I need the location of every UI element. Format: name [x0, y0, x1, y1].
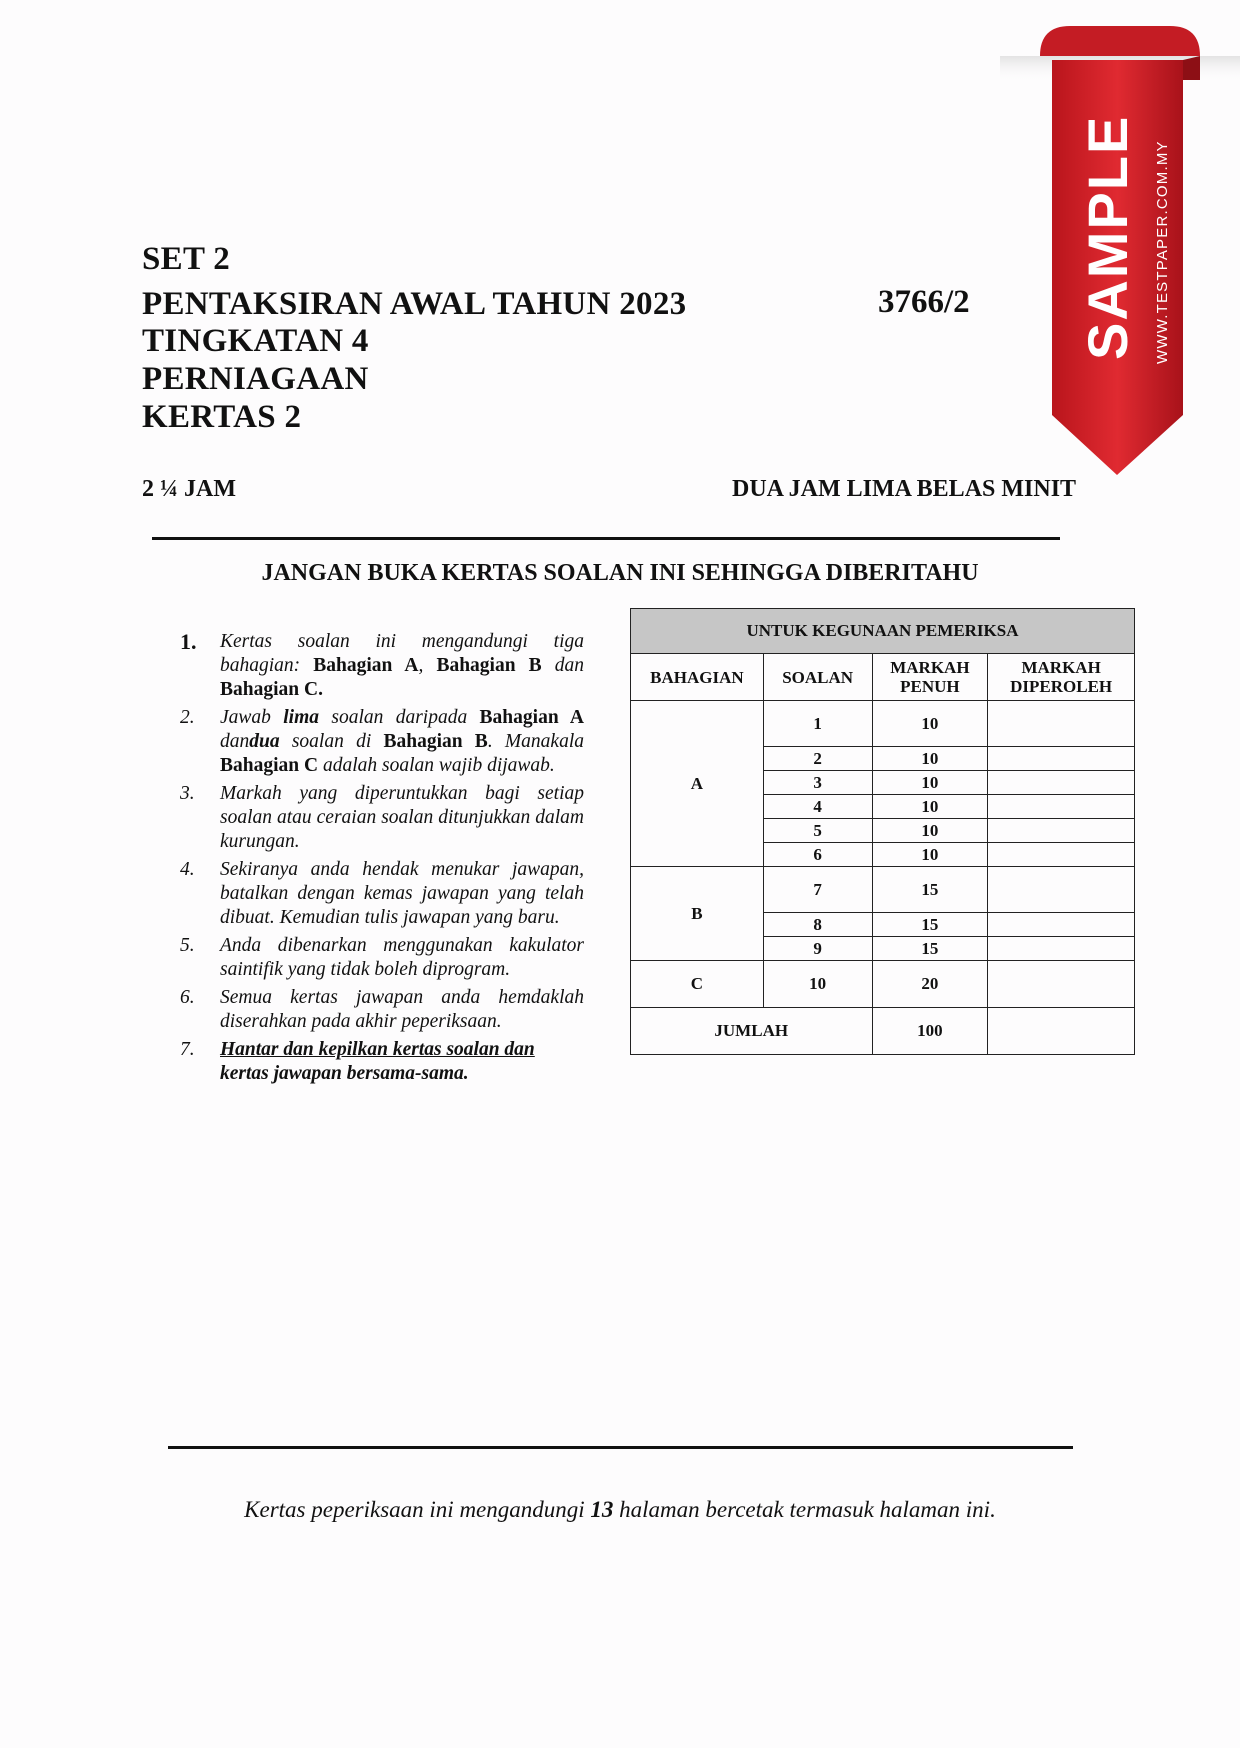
total-label: JUMLAH — [631, 1008, 873, 1055]
examiner-table-title: UNTUK KEGUNAAN PEMERIKSA — [631, 609, 1135, 654]
full-marks: 10 — [872, 843, 988, 867]
instruction-item: 5. Anda dibenarkan menggunakan kakulator saintifik yang tidak boleh diprogram. — [180, 935, 584, 980]
paper-code: 3766/2 — [878, 284, 970, 320]
header-divider — [152, 537, 1060, 540]
question-number: 9 — [763, 937, 872, 961]
duration-short: 2 ¼ JAM — [142, 476, 236, 502]
examiner-table — [630, 608, 1135, 1055]
full-marks: 10 — [872, 747, 988, 771]
exam-title: PENTAKSIRAN AWAL TAHUN 2023 — [142, 286, 687, 322]
obtained-marks-cell[interactable] — [988, 937, 1135, 961]
section-label-b: B — [631, 867, 764, 961]
question-number: 10 — [763, 961, 872, 1008]
col-header-section: BAHAGIAN — [631, 654, 764, 701]
question-number: 6 — [763, 843, 872, 867]
full-marks: 10 — [872, 771, 988, 795]
warning-text: JANGAN BUKA KERTAS SOALAN INI SEHINGGA DIBERITAHU — [261, 560, 979, 586]
question-number: 7 — [763, 867, 872, 913]
paper-label: KERTAS 2 — [142, 399, 302, 435]
question-number: 4 — [763, 795, 872, 819]
duration-long: DUA JAM LIMA BELAS MINIT — [732, 476, 1077, 502]
question-number: 3 — [763, 771, 872, 795]
instruction-item: 4. Sekiranya anda hendak menukar jawapan, batalkan dengan kemas jawapan yang telah dibuat. Kemudian tulis jawapan yang baru. — [180, 859, 584, 928]
instruction-item: 6. Semua kertas jawapan anda hemdaklah diserahkan pada akhir peperiksaan. — [180, 987, 584, 1032]
obtained-marks-cell[interactable] — [988, 913, 1135, 937]
full-marks: 10 — [872, 701, 988, 747]
section-label-c: C — [631, 961, 764, 1008]
question-number: 5 — [763, 819, 872, 843]
instruction-item: 1. Kertas soalan ini mengandungi tiga bahagian: Bahagian A, Bahagian B dan Bahagian C. — [180, 629, 585, 700]
full-marks: 10 — [872, 819, 988, 843]
instruction-item: 3. Markah yang diperuntukkan bagi setiap soalan atau ceraian soalan ditunjukkan dalam kurungan. — [180, 783, 584, 852]
full-marks: 10 — [872, 795, 988, 819]
form-label: TINGKATAN 4 — [142, 323, 369, 359]
question-number: 1 — [763, 701, 872, 747]
obtained-marks-cell[interactable] — [988, 771, 1135, 795]
obtained-marks-cell[interactable] — [988, 843, 1135, 867]
obtained-marks-cell[interactable] — [988, 819, 1135, 843]
obtained-marks-cell[interactable] — [988, 795, 1135, 819]
total-full-marks: 100 — [872, 1008, 988, 1055]
footer-note: Kertas peperiksaan ini mengandungi 13 halaman bercetak termasuk halaman ini. — [244, 1497, 996, 1522]
full-marks: 15 — [872, 937, 988, 961]
question-number: 2 — [763, 747, 872, 771]
obtained-marks-cell[interactable] — [988, 701, 1135, 747]
total-obtained-cell[interactable] — [988, 1008, 1135, 1055]
instructions-list — [180, 630, 584, 1090]
full-marks: 20 — [872, 961, 988, 1008]
instruction-item: 2. Jawab lima soalan daripada Bahagian A dandua soalan di Bahagian B. Manakala Bahagian C adalah soalan wajib dijawab. — [180, 707, 585, 776]
instruction-item: 7. Hantar dan kepilkan kertas soalan dan kertas jawapan bersama-sama. — [180, 1039, 535, 1084]
sample-label: SAMPLE — [1076, 114, 1139, 360]
question-number: 8 — [763, 913, 872, 937]
subject-label: PERNIAGAAN — [142, 361, 369, 397]
set-label: SET 2 — [142, 241, 231, 277]
col-header-question: SOALAN — [763, 654, 872, 701]
full-marks: 15 — [872, 913, 988, 937]
ribbon-url: WWW.TESTPAPER.COM.MY — [1154, 140, 1171, 364]
col-header-obtained-marks: MARKAH DIPEROLEH — [988, 654, 1135, 701]
obtained-marks-cell[interactable] — [988, 747, 1135, 771]
full-marks: 15 — [872, 867, 988, 913]
col-header-full-marks: MARKAH PENUH — [872, 654, 988, 701]
obtained-marks-cell[interactable] — [988, 867, 1135, 913]
section-label-a: A — [631, 701, 764, 867]
footer-divider — [168, 1446, 1073, 1449]
obtained-marks-cell[interactable] — [988, 961, 1135, 1008]
